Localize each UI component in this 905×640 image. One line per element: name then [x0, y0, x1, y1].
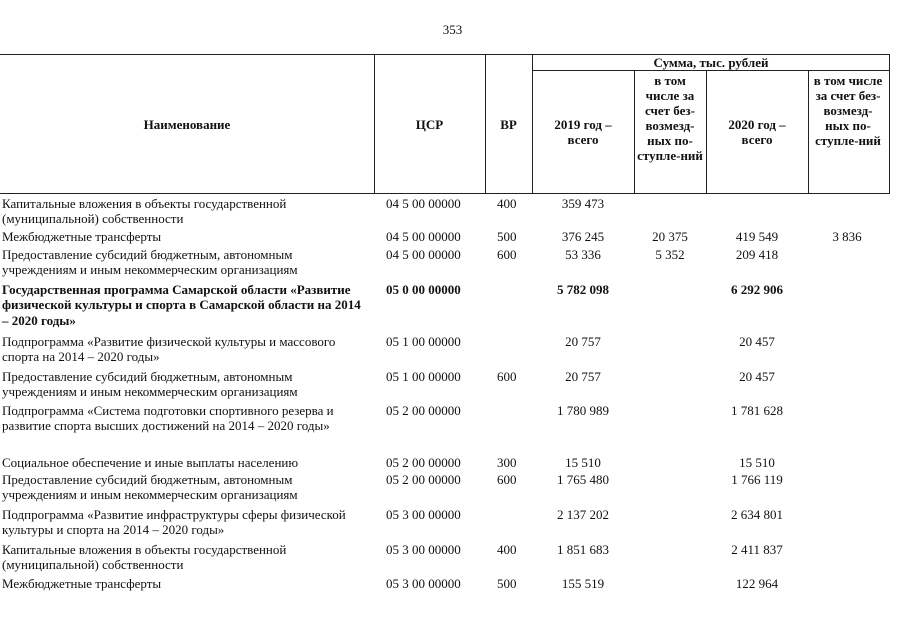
header-2019-total: 2019 год – всего — [554, 117, 612, 147]
row-vr: 400 — [497, 542, 517, 557]
row-csr: 05 3 00 00000 — [386, 507, 461, 522]
row-name: Предоставление субсидий бюджетным, автономным учреждениям и иным некоммерческим организациям — [2, 247, 298, 278]
header-csr: ЦСР — [415, 117, 444, 132]
row-2020-total: 15 510 — [739, 455, 775, 470]
row-csr: 04 5 00 00000 — [386, 247, 461, 262]
row-2019-total: 20 757 — [565, 369, 601, 384]
row-2020-total: 2 634 801 — [731, 507, 783, 522]
row-2019-total: 5 782 098 — [557, 282, 609, 297]
row-name: Межбюджетные трансферты — [2, 229, 162, 244]
row-name: Подпрограмма «Развитие физической культуры и массового спорта на 2014 – 2020 годы» — [2, 334, 336, 365]
row-csr: 05 1 00 00000 — [386, 334, 461, 349]
header-2019-free: в том числе за счет без-возмезд-ных по-ступле-ний — [637, 73, 703, 163]
row-2019-total: 2 137 202 — [557, 507, 609, 522]
row-vr: 600 — [497, 247, 517, 262]
row-csr: 05 3 00 00000 — [386, 542, 461, 557]
table-right-border — [889, 54, 890, 193]
page-number: 353 — [442, 22, 463, 37]
row-2020-total: 1 766 119 — [731, 472, 783, 487]
row-vr: 400 — [497, 196, 517, 211]
row-name: Государственная программа Самарской области «Развитие физической культуры и спорта в Самарской области на 2014 – 2020 годы» — [2, 282, 361, 328]
header-2020-free: в том числе за счет без-возмезд-ных по-ступле-ний — [813, 73, 883, 148]
row-vr: 600 — [497, 472, 517, 487]
row-vr: 500 — [497, 576, 517, 591]
row-2020-total: 6 292 906 — [731, 282, 783, 297]
row-name: Социальное обеспечение и иные выплаты населению — [2, 455, 299, 470]
row-2019-total: 1 851 683 — [557, 542, 609, 557]
header-bottom-border — [0, 193, 890, 194]
row-2020-total: 20 457 — [739, 369, 775, 384]
row-csr: 04 5 00 00000 — [386, 196, 461, 211]
row-2019-total: 376 245 — [561, 229, 605, 244]
header-vr: ВР — [500, 117, 517, 132]
row-2019-free: 5 352 — [655, 247, 685, 262]
row-2019-total: 359 473 — [561, 196, 605, 211]
row-csr: 05 3 00 00000 — [386, 576, 461, 591]
row-vr: 600 — [497, 369, 517, 384]
row-2019-free: 20 375 — [652, 229, 688, 244]
row-csr: 05 2 00 00000 — [386, 472, 461, 487]
row-2020-free: 3 836 — [832, 229, 862, 244]
row-name: Предоставление субсидий бюджетным, автономным учреждениям и иным некоммерческим организациям — [2, 472, 298, 503]
row-name: Межбюджетные трансферты — [2, 576, 162, 591]
col-divider-2020 — [808, 70, 809, 193]
col-divider-2019f — [706, 70, 707, 193]
col-divider-vr — [532, 54, 533, 193]
header-2020-total: 2020 год – всего — [728, 117, 786, 147]
row-vr: 500 — [497, 229, 517, 244]
row-2019-total: 20 757 — [565, 334, 601, 349]
row-csr: 05 2 00 00000 — [386, 455, 461, 470]
row-name: Подпрограмма «Развитие инфраструктуры сферы физической культуры и спорта на 2014 – 2020 годы» — [2, 507, 346, 538]
row-name: Капитальные вложения в объекты государственной (муниципальной) собственности — [2, 542, 287, 573]
row-2020-total: 1 781 628 — [731, 403, 783, 418]
row-2019-total: 15 510 — [565, 455, 601, 470]
sum-group-divider — [532, 70, 890, 71]
col-divider-2019 — [634, 70, 635, 193]
header-name: Наименование — [143, 117, 231, 132]
row-2019-total: 1 765 480 — [557, 472, 609, 487]
row-name: Предоставление субсидий бюджетным, автономным учреждениям и иным некоммерческим организациям — [2, 369, 298, 400]
row-name: Подпрограмма «Система подготовки спортивного резерва и развитие спорта высших достижений на 2014 – 2020 годы» — [2, 403, 334, 434]
row-2020-total: 20 457 — [739, 334, 775, 349]
header-sum-group: Сумма, тыс. рублей — [653, 55, 769, 70]
row-csr: 04 5 00 00000 — [386, 229, 461, 244]
row-2020-total: 122 964 — [735, 576, 779, 591]
row-csr: 05 1 00 00000 — [386, 369, 461, 384]
row-vr: 300 — [497, 455, 517, 470]
row-2019-total: 1 780 989 — [557, 403, 609, 418]
row-csr: 05 2 00 00000 — [386, 403, 461, 418]
row-csr: 05 0 00 00000 — [386, 282, 461, 297]
row-2020-total: 2 411 837 — [731, 542, 783, 557]
row-2020-total: 209 418 — [735, 247, 779, 262]
row-name: Капитальные вложения в объекты государственной (муниципальной) собственности — [2, 196, 287, 227]
row-2019-total: 155 519 — [561, 576, 605, 591]
row-2019-total: 53 336 — [565, 247, 601, 262]
row-2020-total: 419 549 — [735, 229, 779, 244]
